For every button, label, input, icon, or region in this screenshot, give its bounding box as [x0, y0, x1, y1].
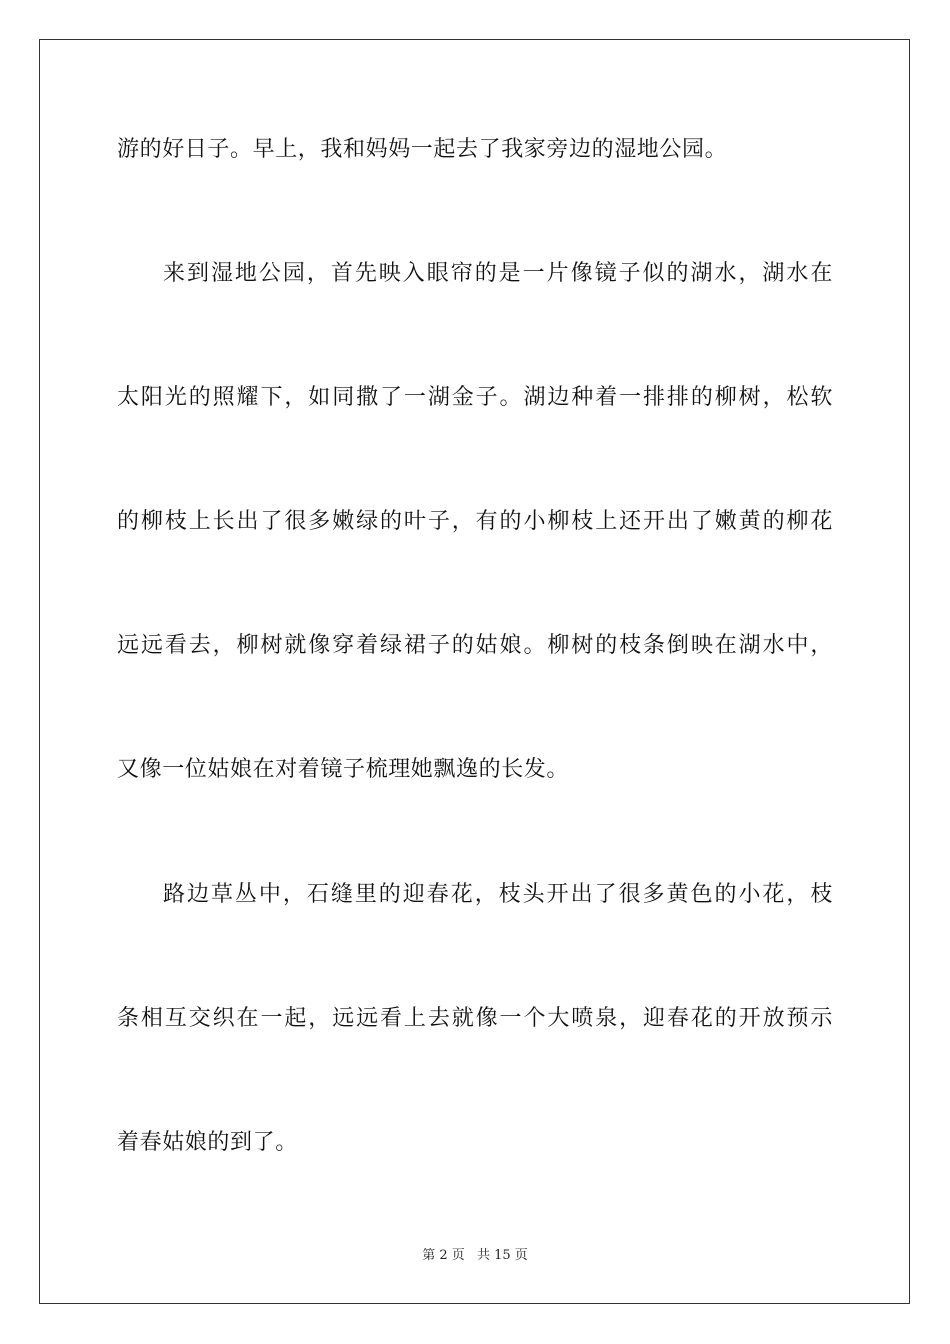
text-line: 着春姑娘的到了。	[117, 1130, 298, 1155]
paragraph-first-line: 来到湿地公园，首先映入眼帘的是一片像镜子似的湖水，湖水在	[163, 261, 833, 286]
text-line: 远远看去，柳树就像穿着绿裙子的姑娘。柳树的枝条倒映在湖水中，	[117, 633, 833, 658]
paragraph-first-line: 路边草丛中，石缝里的迎春花，枝头开出了很多黄色的小花，枝	[163, 882, 833, 907]
page-total: 共 15 页	[476, 1248, 528, 1263]
page-footer	[0, 1246, 950, 1266]
page-border	[39, 39, 910, 1304]
text-line: 的柳枝上长出了很多嫩绿的叶子，有的小柳枝上还开出了嫩黄的柳花	[117, 509, 833, 534]
text-line: 太阳光的照耀下，如同撒了一湖金子。湖边种着一排排的柳树，松软	[117, 385, 833, 410]
text-line: 游的好日子。早上，我和妈妈一起去了我家旁边的湿地公园。	[117, 137, 728, 162]
text-line: 条相互交织在一起，远远看上去就像一个大喷泉，迎春花的开放预示	[117, 1006, 833, 1031]
page-number: 第 2 页	[422, 1248, 465, 1263]
text-line: 又像一位姑娘在对着镜子梳理她飘逸的长发。	[117, 757, 570, 782]
